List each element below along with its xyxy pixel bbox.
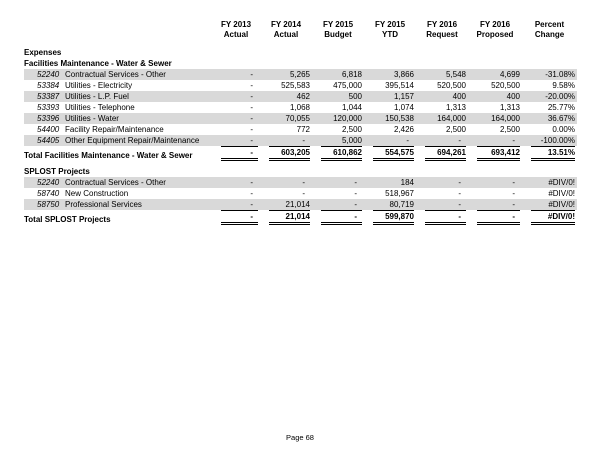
- cell-text: 120,000: [333, 114, 362, 123]
- cell-value: [212, 113, 260, 124]
- cell-value: [468, 47, 522, 58]
- row-label: [24, 188, 212, 199]
- column-header-line2: YTD: [382, 30, 398, 39]
- account-label: Utilities - L.P. Fuel: [65, 92, 129, 101]
- table-row: [24, 113, 577, 124]
- table-row: [24, 80, 577, 91]
- cell-value: [260, 91, 312, 102]
- cell-value: [522, 91, 577, 102]
- cell-text: 603,205: [269, 146, 310, 161]
- cell-text: -: [221, 146, 258, 161]
- cell-value: [260, 161, 312, 177]
- cell-text: 2,426: [393, 125, 414, 134]
- cell-text: -: [302, 189, 305, 198]
- cell-value: [522, 102, 577, 113]
- cell-value: [260, 58, 312, 69]
- cell-text: -: [512, 189, 515, 198]
- cell-value: [260, 177, 312, 188]
- cell-value: [468, 188, 522, 199]
- cell-text: -100.00%: [540, 136, 575, 145]
- cell-text: -: [250, 81, 253, 90]
- cell-text: -: [354, 189, 357, 198]
- cell-value: [312, 124, 364, 135]
- column-header-line2: Actual: [273, 30, 299, 39]
- cell-text: -: [250, 178, 253, 187]
- cell-value: [312, 80, 364, 91]
- column-header: [416, 20, 468, 47]
- cell-value: [416, 80, 468, 91]
- cell-text: -: [512, 200, 515, 209]
- column-header-line1: FY 2014: [270, 20, 302, 29]
- page-footer: Page 68: [286, 433, 314, 442]
- cell-text: -: [354, 178, 357, 187]
- description-column-header: [24, 20, 212, 47]
- cell-text: 6,818: [341, 70, 362, 79]
- account-code: 53384: [37, 81, 60, 90]
- column-header: [468, 20, 522, 47]
- cell-value: [522, 69, 577, 80]
- cell-value: [522, 146, 577, 161]
- row-label: [24, 199, 212, 210]
- cell-value: [468, 58, 522, 69]
- cell-value: [312, 199, 364, 210]
- column-header-line2: Budget: [324, 30, 352, 39]
- cell-value: [416, 210, 468, 225]
- cell-value: [212, 161, 260, 177]
- cell-text: 164,000: [437, 114, 466, 123]
- cell-text: 1,157: [393, 92, 414, 101]
- cell-value: [212, 124, 260, 135]
- cell-value: [416, 199, 468, 210]
- cell-value: [468, 69, 522, 80]
- account-code: 53396: [37, 114, 60, 123]
- cell-value: [468, 135, 522, 146]
- cell-value: [364, 124, 416, 135]
- table-row: [24, 199, 577, 210]
- column-header: [522, 20, 577, 47]
- cell-value: [522, 47, 577, 58]
- account-label: Other Equipment Repair/Maintenance: [65, 136, 200, 145]
- cell-value: [260, 47, 312, 58]
- cell-text: 5,000: [341, 136, 362, 145]
- account-label: Contractual Services - Other: [65, 178, 166, 187]
- cell-value: [312, 102, 364, 113]
- row-label: [24, 124, 212, 135]
- account-label: Professional Services: [65, 200, 142, 209]
- table-row: [24, 91, 577, 102]
- cell-text: 1,074: [393, 103, 414, 112]
- account-label: Utilities - Telephone: [65, 103, 135, 112]
- cell-value: [260, 210, 312, 225]
- cell-value: [260, 188, 312, 199]
- cell-value: [468, 113, 522, 124]
- cell-text: -: [250, 136, 253, 145]
- cell-text: 25.77%: [547, 103, 575, 112]
- cell-value: [212, 102, 260, 113]
- table-row: [24, 124, 577, 135]
- cell-text: 1,313: [445, 103, 466, 112]
- cell-text: -: [302, 178, 305, 187]
- cell-value: [312, 161, 364, 177]
- cell-text: 599,870: [373, 210, 414, 225]
- cell-text: 21,014: [285, 200, 310, 209]
- cell-value: [260, 102, 312, 113]
- cell-value: [212, 210, 260, 225]
- cell-text: -: [477, 210, 520, 225]
- account-code: 53387: [37, 92, 60, 101]
- cell-text: 164,000: [491, 114, 520, 123]
- cell-value: [522, 177, 577, 188]
- row-label: [24, 177, 212, 188]
- cell-value: [468, 102, 522, 113]
- cell-text: 36.67%: [547, 114, 575, 123]
- cell-text: -: [458, 189, 461, 198]
- account-label: Utilities - Water: [65, 114, 119, 123]
- column-header-line1: FY 2015: [322, 20, 354, 29]
- cell-value: [416, 58, 468, 69]
- column-header-line1: FY 2015: [374, 20, 406, 29]
- table-row: [24, 188, 577, 199]
- column-header-line1: FY 2016: [479, 20, 511, 29]
- cell-text: 4,699: [499, 70, 520, 79]
- cell-text: 525,583: [281, 81, 310, 90]
- cell-value: [522, 210, 577, 225]
- cell-text: #DIV/0!: [531, 210, 575, 225]
- column-header: [312, 20, 364, 47]
- cell-text: 520,500: [437, 81, 466, 90]
- cell-value: [468, 146, 522, 161]
- cell-value: [468, 210, 522, 225]
- cell-text: 693,412: [477, 146, 520, 161]
- row-label: [24, 102, 212, 113]
- cell-value: [312, 47, 364, 58]
- row-label: Total Facilities Maintenance - Water & Sewer: [24, 151, 193, 160]
- cell-value: [364, 146, 416, 161]
- row-label: [24, 135, 212, 146]
- cell-text: -: [250, 70, 253, 79]
- row-label: Facilities Maintenance - Water & Sewer: [24, 59, 172, 68]
- cell-value: [468, 80, 522, 91]
- cell-text: 610,862: [321, 146, 362, 161]
- cell-text: 13.51%: [531, 146, 575, 161]
- cell-text: -31.08%: [545, 70, 575, 79]
- cell-text: 400: [506, 92, 520, 101]
- cell-value: [212, 199, 260, 210]
- account-label: New Construction: [65, 189, 129, 198]
- row-label: Total SPLOST Projects: [24, 215, 111, 224]
- row-label: [24, 113, 212, 124]
- cell-text: #DIV/0!: [548, 178, 575, 187]
- cell-text: 184: [400, 178, 414, 187]
- cell-value: [416, 102, 468, 113]
- table-row: [24, 102, 577, 113]
- account-code: 58740: [37, 189, 60, 198]
- cell-text: 554,575: [373, 146, 414, 161]
- row-label: [24, 91, 212, 102]
- cell-text: -: [250, 92, 253, 101]
- cell-text: 70,055: [285, 114, 310, 123]
- column-header: [364, 20, 416, 47]
- cell-value: [212, 177, 260, 188]
- cell-value: [416, 124, 468, 135]
- cell-value: [416, 188, 468, 199]
- account-code: 54400: [37, 125, 60, 134]
- cell-text: -: [302, 136, 305, 145]
- account-code: 54405: [37, 136, 60, 145]
- cell-value: [312, 146, 364, 161]
- cell-text: -: [250, 125, 253, 134]
- budget-table: [24, 20, 577, 225]
- cell-text: -: [221, 210, 258, 225]
- account-label: Utilities - Electricity: [65, 81, 133, 90]
- cell-value: [522, 161, 577, 177]
- cell-text: 694,261: [425, 146, 466, 161]
- cell-text: 500: [348, 92, 362, 101]
- total-row: [24, 146, 577, 161]
- row-label: Expenses: [24, 48, 62, 57]
- cell-text: -: [458, 200, 461, 209]
- cell-value: [364, 177, 416, 188]
- cell-value: [312, 69, 364, 80]
- column-header: [260, 20, 312, 47]
- cell-text: 150,538: [385, 114, 414, 123]
- section-row: [24, 47, 577, 58]
- cell-value: [468, 91, 522, 102]
- account-label: Facility Repair/Maintenance: [65, 125, 164, 134]
- cell-text: 9.58%: [552, 81, 575, 90]
- cell-value: [522, 199, 577, 210]
- cell-value: [416, 135, 468, 146]
- cell-value: [522, 124, 577, 135]
- cell-text: -: [250, 114, 253, 123]
- cell-value: [312, 188, 364, 199]
- cell-value: [468, 124, 522, 135]
- account-code: 53393: [37, 103, 60, 112]
- cell-text: 475,000: [333, 81, 362, 90]
- account-label: Contractual Services - Other: [65, 70, 166, 79]
- cell-value: [260, 113, 312, 124]
- cell-value: [212, 91, 260, 102]
- cell-value: [364, 47, 416, 58]
- cell-text: 5,548: [445, 70, 466, 79]
- cell-value: [212, 188, 260, 199]
- cell-text: 2,500: [445, 125, 466, 134]
- cell-text: 395,514: [385, 81, 414, 90]
- column-header-line2: Change: [534, 30, 565, 39]
- table-row: [24, 135, 577, 146]
- cell-text: #DIV/0!: [548, 189, 575, 198]
- cell-value: [364, 58, 416, 69]
- cell-value: [468, 177, 522, 188]
- cell-text: 518,967: [385, 189, 414, 198]
- cell-value: [416, 47, 468, 58]
- column-header-line1: FY 2013: [220, 20, 252, 29]
- cell-value: [468, 161, 522, 177]
- cell-value: [364, 113, 416, 124]
- row-label: [24, 69, 212, 80]
- cell-value: [364, 199, 416, 210]
- cell-value: [312, 91, 364, 102]
- table-row: [24, 177, 577, 188]
- cell-text: 2,500: [499, 125, 520, 134]
- cell-value: [522, 135, 577, 146]
- table-row: [24, 69, 577, 80]
- cell-value: [212, 135, 260, 146]
- column-header: [212, 20, 260, 47]
- cell-value: [522, 113, 577, 124]
- cell-text: 400: [452, 92, 466, 101]
- cell-text: 1,068: [289, 103, 310, 112]
- cell-value: [416, 177, 468, 188]
- cell-value: [312, 58, 364, 69]
- cell-value: [416, 69, 468, 80]
- cell-value: [522, 58, 577, 69]
- cell-value: [416, 146, 468, 161]
- column-header-line2: Request: [426, 30, 458, 39]
- cell-value: [312, 113, 364, 124]
- cell-text: -: [406, 136, 409, 145]
- cell-text: -: [354, 200, 357, 209]
- cell-text: 80,719: [389, 200, 414, 209]
- cell-text: -: [321, 210, 362, 225]
- cell-value: [260, 69, 312, 80]
- cell-value: [364, 135, 416, 146]
- total-row: [24, 210, 577, 225]
- cell-text: -: [250, 103, 253, 112]
- cell-text: 1,044: [341, 103, 362, 112]
- cell-value: [416, 113, 468, 124]
- cell-text: 772: [296, 125, 310, 134]
- cell-text: 520,500: [491, 81, 520, 90]
- account-code: 52240: [37, 70, 60, 79]
- cell-value: [312, 135, 364, 146]
- cell-value: [212, 47, 260, 58]
- cell-value: [416, 91, 468, 102]
- cell-value: [364, 69, 416, 80]
- cell-text: -: [250, 189, 253, 198]
- cell-text: 0.00%: [552, 125, 575, 134]
- cell-text: 5,265: [289, 70, 310, 79]
- cell-value: [260, 124, 312, 135]
- cell-text: 3,866: [393, 70, 414, 79]
- section-row: [24, 58, 577, 69]
- cell-text: #DIV/0!: [548, 200, 575, 209]
- table-header-row: [24, 20, 577, 47]
- cell-value: [212, 146, 260, 161]
- cell-value: [416, 161, 468, 177]
- cell-value: [212, 80, 260, 91]
- cell-text: -: [250, 200, 253, 209]
- cell-value: [522, 188, 577, 199]
- column-header-line1: FY 2016: [426, 20, 458, 29]
- cell-text: 462: [296, 92, 310, 101]
- cell-text: -: [458, 178, 461, 187]
- account-code: 58750: [37, 200, 60, 209]
- account-code: 52240: [37, 178, 60, 187]
- cell-value: [364, 161, 416, 177]
- row-label: [24, 80, 212, 91]
- cell-value: [260, 199, 312, 210]
- cell-value: [312, 210, 364, 225]
- cell-value: [212, 58, 260, 69]
- column-header-line1: Percent: [534, 20, 565, 29]
- cell-text: -: [425, 210, 466, 225]
- cell-text: 21,014: [269, 210, 310, 225]
- cell-value: [364, 210, 416, 225]
- cell-value: [312, 177, 364, 188]
- column-header-line2: Proposed: [476, 30, 514, 39]
- cell-text: -: [458, 136, 461, 145]
- cell-value: [522, 80, 577, 91]
- cell-text: -20.00%: [545, 92, 575, 101]
- cell-value: [212, 69, 260, 80]
- cell-value: [468, 199, 522, 210]
- cell-value: [260, 135, 312, 146]
- cell-value: [364, 102, 416, 113]
- cell-value: [260, 80, 312, 91]
- row-label: SPLOST Projects: [24, 167, 90, 176]
- cell-value: [364, 188, 416, 199]
- cell-text: 2,500: [341, 125, 362, 134]
- cell-value: [364, 91, 416, 102]
- cell-value: [364, 80, 416, 91]
- cell-text: -: [512, 136, 515, 145]
- section-row: [24, 161, 577, 177]
- cell-value: [260, 146, 312, 161]
- column-header-line2: Actual: [223, 30, 249, 39]
- cell-text: 1,313: [499, 103, 520, 112]
- cell-text: -: [512, 178, 515, 187]
